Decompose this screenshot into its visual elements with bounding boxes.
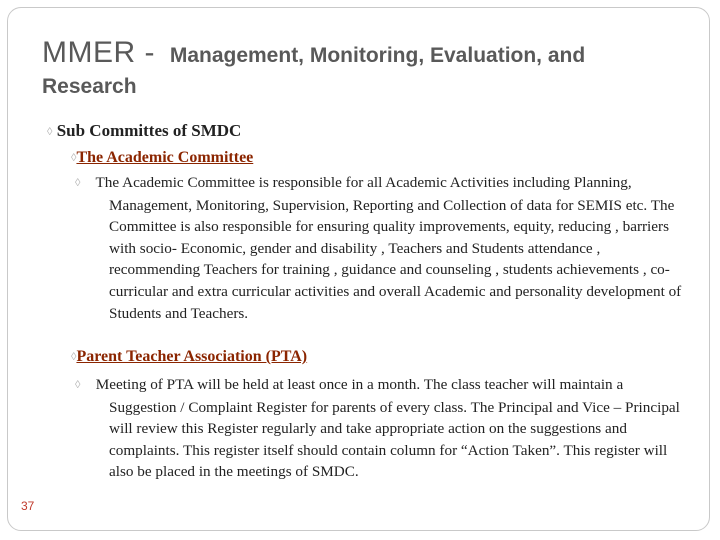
page-number: 37 xyxy=(21,499,35,513)
bullet-icon: ◊ xyxy=(71,351,77,363)
title-line1: Management, Monitoring, Evaluation, and xyxy=(169,44,586,67)
title-acronym: MMER - xyxy=(42,36,164,69)
section-heading-label: Parent Teacher Association (PTA) xyxy=(76,348,308,365)
section-body-pta: ◊ Meeting of PTA will be held at least once in a month. The class teacher will maintain a Suggestion / Complaint Register for parents of every class. The Principal and Vice – Principal will review this Register regularly and take appropriate action on the suggestions and complaints. This register itself should contain column for “Action Taken”. This register will also be placed in the meetings of SMDC. xyxy=(75,376,680,481)
section-heading-label: The Academic Committee xyxy=(76,149,254,166)
section-body-academic: ◊ The Academic Committee is responsible for all Academic Activities including Planning, Management, Monitoring, Supervision, Reporting and Collection of data for SEMIS etc. The Committee is also responsible for ensuring quality improvements, equity, reducing , barriers with socio- Economic, gender and disability , Teachers and Students attendance , recommending Teachers for training , guidance and counseling , students achievements , co- curricular and extra curricular activities and overall Academic and personality development of Students and Teachers. xyxy=(75,174,682,322)
section-heading-academic xyxy=(71,149,253,167)
slide-title xyxy=(42,38,702,97)
section-body-text: Meeting of PTA will be held at least once in a month. The class teacher will maintain a Suggestion / Complaint Register for parents of every class. The Principal and Vice – Principal will review this Register regularly and take appropriate action on the suggestions and complaints. This register itself should contain column for “Action Taken”. This register will also be placed in the meetings of SMDC. xyxy=(95,376,680,481)
bullet-icon: ◊ xyxy=(47,126,53,138)
title-line2: Research xyxy=(42,75,137,98)
section-body-text: The Academic Committee is responsible for all Academic Activities including Planning, Management, Monitoring, Supervision, Reporting and Collection of data for SEMIS etc. The Committee is also responsible for ensuring quality improvements, equity, reducing , barriers with socio- Economic, gender and disability , Teachers and Students attendance , recommending Teachers for training , guidance and counseling , students achievements , co- curricular and extra curricular activities and overall Academic and personality development of Students and Teachers. xyxy=(95,174,682,322)
section-heading-pta xyxy=(71,348,307,366)
bullet-level1 xyxy=(47,121,241,141)
bullet-icon: ◊ xyxy=(71,152,77,164)
level1-label: Sub Committes of SMDC xyxy=(56,121,242,140)
